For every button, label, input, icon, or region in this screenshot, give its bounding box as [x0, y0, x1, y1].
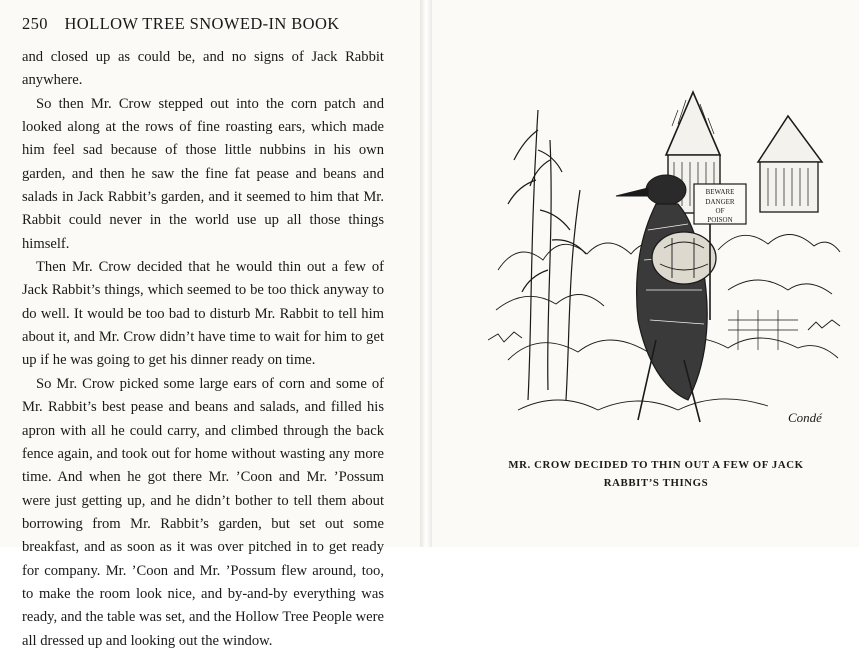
book-title: HOLLOW TREE SNOWED-IN BOOK	[64, 14, 340, 33]
house-right	[758, 116, 822, 212]
body-text	[22, 46, 384, 653]
caption-line-2: RABBIT’S THINGS	[603, 477, 709, 489]
paragraph-2: So then Mr. Crow stepped out into the corn patch and looked along at the rows of fine roasting ears, which made him feel sad because of those little nubbins in his own garden, and then he saw the fine fat pease and beans and salads in Jack Rabbit’s garden, and it seemed to him that Mr. Rabbit could never in the world use up all those things himself.	[22, 95, 384, 252]
sign-line-4: POISON	[707, 216, 733, 224]
book-gutter	[420, 0, 432, 547]
sign-line-2: DANGER	[705, 198, 735, 206]
left-page	[0, 0, 420, 649]
running-head	[22, 14, 402, 38]
illustration-caption	[484, 456, 828, 492]
sign-line-3: OF	[715, 207, 725, 215]
caption-line-1: MR. CROW DECIDED TO THIN OUT A FEW OF JACK	[508, 459, 804, 471]
paragraph-4: So Mr. Crow picked some large ears of corn and some of Mr. Rabbit’s best pease and beans and salads, and filled his apron with all he could carry, and climbed through the back fence again, and took out for home without wasting any more time. And when he got there Mr. ’Coon and Mr. ’Possum were just getting up, and he didn’t bother to tell them about borrowing from Mr. Rabbit’s garden, but set out some breakfast, and as soon as it was over pitched in to get ready for company. Mr. ’Coon and Mr. ’Possum flew around, too, to make the room look nice, and by-and-by everything was ready, and the table was set, and the Hollow Tree People were all dressed up and looking out the window.	[22, 375, 384, 649]
paragraph-1: and closed up as could be, and no signs of Jack Rabbit anywhere.	[22, 49, 384, 89]
sign-line-1: BEWARE	[705, 188, 735, 196]
wire-fence	[728, 310, 798, 350]
artist-signature: Condé	[788, 410, 822, 425]
page-number: 250	[22, 14, 48, 33]
crow-garden-illustration	[488, 70, 848, 440]
paragraph-3: Then Mr. Crow decided that he would thin out a few of Jack Rabbit’s things, which seemed to be too thick anyway to do well. It would be too bad to disturb Mr. Rabbit to tell him about it, and Mr. Crow didn’t have time to wait for him to get up if he was going to get his dinner ready on time.	[22, 259, 384, 369]
